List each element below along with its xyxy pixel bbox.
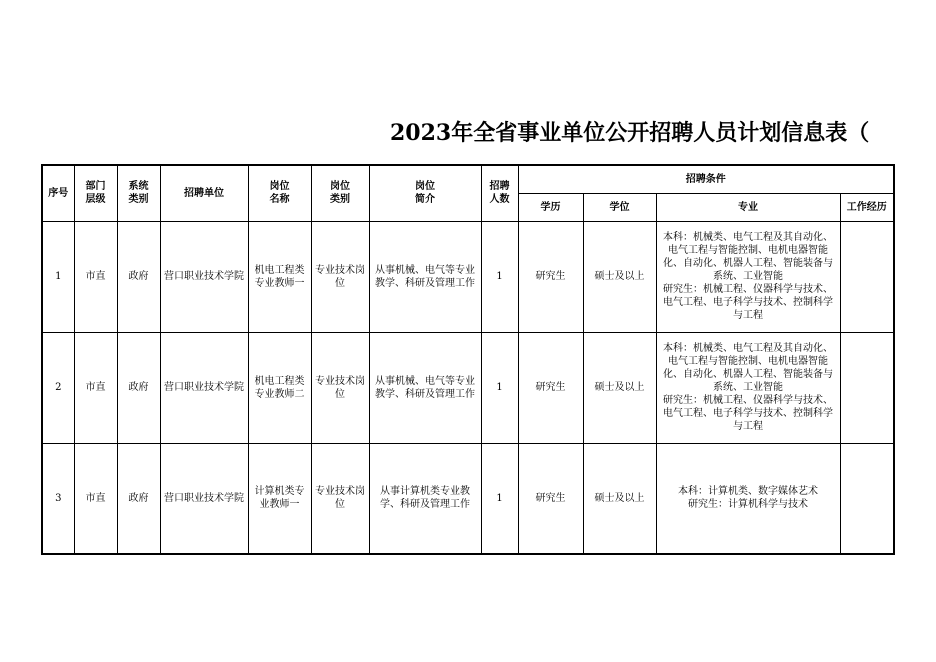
cell-dept-level: 市直 xyxy=(74,332,117,443)
cell-headcount: 1 xyxy=(481,221,518,332)
header-experience: 工作经历 xyxy=(840,193,894,221)
header-post-type: 岗位 类别 xyxy=(311,165,369,221)
header-education: 学历 xyxy=(518,193,583,221)
header-conditions: 招聘条件 xyxy=(518,165,894,193)
cell-headcount: 1 xyxy=(481,443,518,554)
header-post-intro: 岗位 简介 xyxy=(369,165,481,221)
cell-education: 研究生 xyxy=(518,443,583,554)
cell-post-name: 机电工程类专业教师二 xyxy=(248,332,311,443)
cell-experience xyxy=(840,221,894,332)
cell-dept-level: 市直 xyxy=(74,221,117,332)
cell-post-intro: 从事机械、电气等专业教学、科研及管理工作 xyxy=(369,332,481,443)
cell-unit: 营口职业技术学院 xyxy=(160,443,248,554)
cell-degree: 硕士及以上 xyxy=(583,332,656,443)
cell-unit: 营口职业技术学院 xyxy=(160,221,248,332)
cell-headcount: 1 xyxy=(481,332,518,443)
header-dept-level: 部门 层级 xyxy=(74,165,117,221)
header-post-name: 岗位 名称 xyxy=(248,165,311,221)
cell-seq: 1 xyxy=(42,221,74,332)
cell-seq: 2 xyxy=(42,332,74,443)
table-row xyxy=(42,332,894,443)
cell-post-type: 专业技术岗位 xyxy=(311,221,369,332)
cell-seq: 3 xyxy=(42,443,74,554)
cell-post-name: 机电工程类专业教师一 xyxy=(248,221,311,332)
cell-degree: 硕士及以上 xyxy=(583,221,656,332)
cell-major: 本科：机械类、电气工程及其自动化、电气工程与智能控制、电机电器智能化、自动化、机器人工程、智能装备与系统、工业智能 研究生：机械工程、仪器科学与技术、电气工程、电子科学与技术、控制科学与工程 xyxy=(656,332,840,443)
recruitment-table xyxy=(41,164,895,555)
cell-post-intro: 从事机械、电气等专业教学、科研及管理工作 xyxy=(369,221,481,332)
header-degree: 学位 xyxy=(583,193,656,221)
table-row xyxy=(42,443,894,554)
cell-post-intro: 从事计算机类专业教学、科研及管理工作 xyxy=(369,443,481,554)
cell-system-type: 政府 xyxy=(117,443,160,554)
cell-experience xyxy=(840,443,894,554)
cell-experience xyxy=(840,332,894,443)
cell-system-type: 政府 xyxy=(117,332,160,443)
header-row-1 xyxy=(42,165,894,193)
header-headcount: 招聘 人数 xyxy=(481,165,518,221)
header-unit: 招聘单位 xyxy=(160,165,248,221)
cell-major: 本科：机械类、电气工程及其自动化、电气工程与智能控制、电机电器智能化、自动化、机器人工程、智能装备与系统、工业智能 研究生：机械工程、仪器科学与技术、电气工程、电子科学与技术、控制科学与工程 xyxy=(656,221,840,332)
cell-education: 研究生 xyxy=(518,221,583,332)
cell-post-type: 专业技术岗位 xyxy=(311,443,369,554)
cell-education: 研究生 xyxy=(518,332,583,443)
cell-dept-level: 市直 xyxy=(74,443,117,554)
cell-system-type: 政府 xyxy=(117,221,160,332)
header-seq: 序号 xyxy=(42,165,74,221)
table-row xyxy=(42,221,894,332)
cell-unit: 营口职业技术学院 xyxy=(160,332,248,443)
cell-post-name: 计算机类专业教师一 xyxy=(248,443,311,554)
header-system-type: 系统 类别 xyxy=(117,165,160,221)
page-title: 2023年全省事业单位公开招聘人员计划信息表（ xyxy=(390,120,870,146)
header-major: 专业 xyxy=(656,193,840,221)
cell-major: 本科：计算机类、数字媒体艺术 研究生：计算机科学与技术 xyxy=(656,443,840,554)
cell-degree: 硕士及以上 xyxy=(583,443,656,554)
cell-post-type: 专业技术岗位 xyxy=(311,332,369,443)
